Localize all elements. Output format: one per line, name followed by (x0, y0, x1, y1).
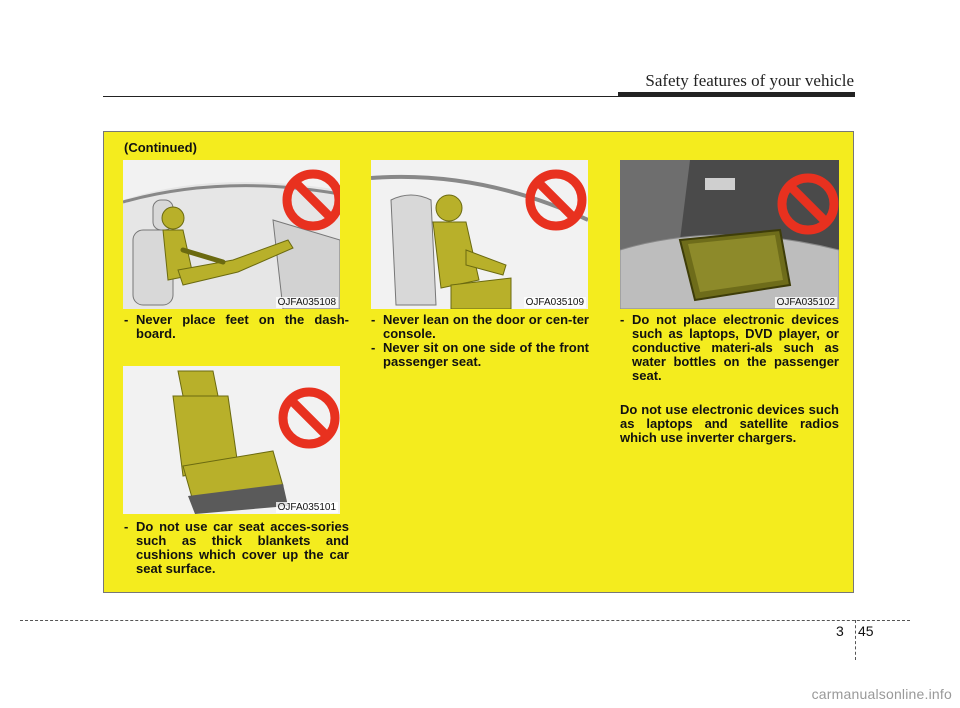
caption-feet: - Never place feet on the dash-board. (124, 312, 349, 341)
header-rule-accent (618, 92, 855, 97)
watermark: carmanualsonline.info (811, 686, 952, 702)
figure-laptop-on-seat (620, 160, 839, 309)
figure-code: OJFA035102 (776, 297, 835, 308)
continued-label: (Continued) (124, 140, 197, 155)
footer-rule (20, 620, 910, 621)
figure-feet-on-dashboard (123, 160, 340, 309)
figure-seat-accessories (123, 366, 340, 514)
footer-divider (855, 620, 856, 660)
figure-code: OJFA035101 (277, 502, 336, 513)
caption-accessories: - Do not use car seat acces-sories such as thick blankets and cushions which cover up the car seat surface. (124, 519, 349, 576)
caption-electronic: - Do not place electronic devices such as laptops, DVD player, or conductive materi-als such as water bottles on the passenger seat. (620, 312, 839, 383)
page-number: 45 (858, 623, 874, 639)
figure-code: OJFA035108 (277, 297, 336, 308)
header-title: Safety features of your vehicle (645, 71, 854, 90)
figure-lean-door (371, 160, 588, 309)
caption-lean: - Never lean on the door or cen-ter console. - Never sit on one side of the front passenger seat. (371, 312, 589, 369)
chapter-number: 3 (836, 623, 844, 639)
note-inverter: Do not use electronic devices such as laptops and satellite radios which use inverter chargers. (620, 402, 839, 445)
figure-code: OJFA035109 (525, 297, 584, 308)
